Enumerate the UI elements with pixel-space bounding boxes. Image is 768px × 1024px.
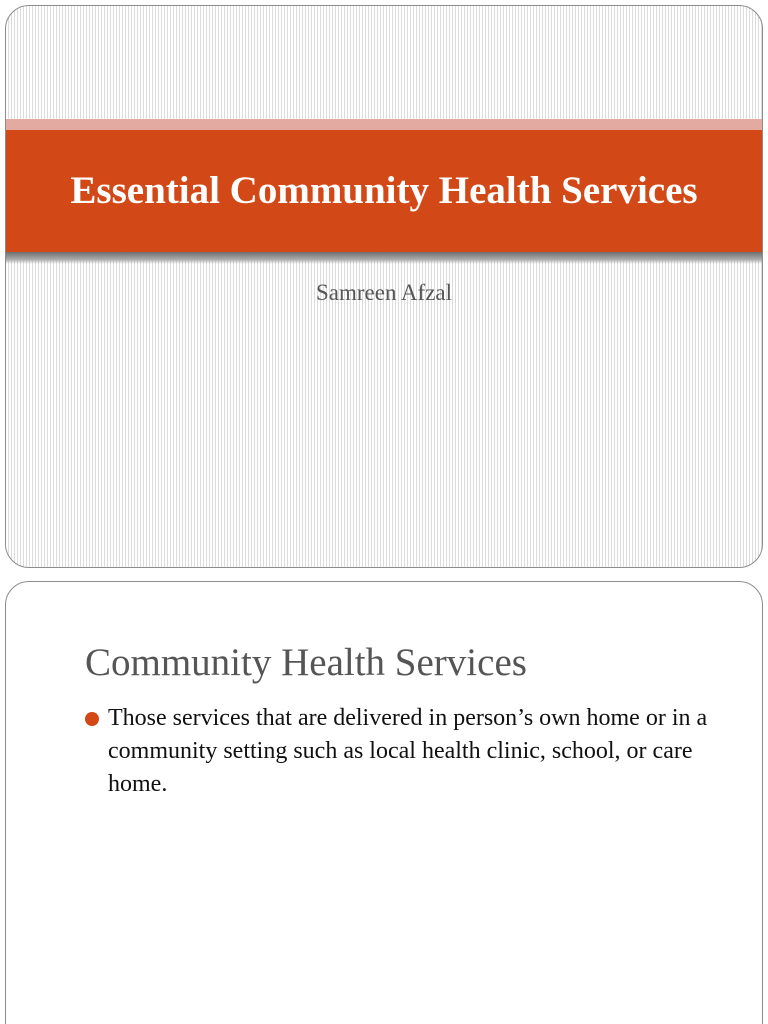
slide-subtitle: Samreen Afzal (315, 280, 453, 305)
title-band-shadow (6, 252, 762, 264)
bullet-list (85, 702, 715, 801)
title-band (6, 130, 762, 252)
title-slide[interactable] (5, 5, 763, 568)
content-slide[interactable] (5, 581, 763, 1024)
bullet-dot-icon (85, 712, 99, 726)
slide-heading: Community Health Services (85, 641, 527, 684)
list-item (85, 702, 715, 801)
bullet-text: Those services that are delivered in person’s own home or in a community setting such as local health clinic, school, or care home. (108, 705, 708, 797)
slide-title: Essential Community Health Services (70, 168, 698, 212)
